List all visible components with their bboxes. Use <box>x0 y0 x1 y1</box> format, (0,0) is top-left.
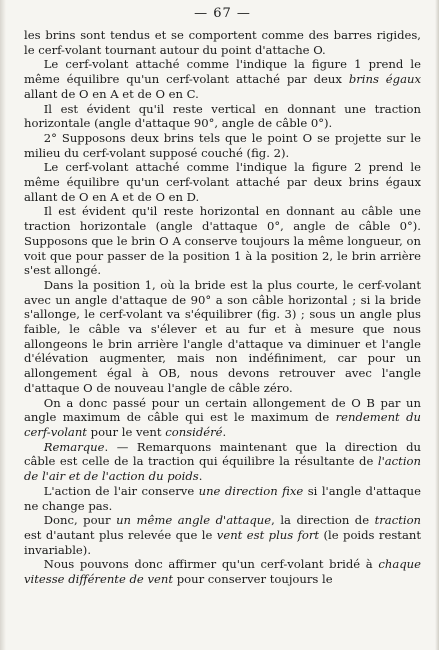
italic-text-segment: une direction fixe <box>198 483 304 498</box>
text-segment: , la direction de <box>271 513 375 528</box>
italic-text-segment: vent est plus fort <box>216 527 320 542</box>
text-segment: allant de O en A et de O en C. <box>24 86 199 101</box>
paragraph <box>24 557 421 586</box>
text-segment: Donc, pour <box>43 513 117 528</box>
text-segment: Nous pouvons donc affirmer qu'un cerf-volant bridé à <box>43 557 379 572</box>
paragraph <box>24 278 421 396</box>
paragraph <box>24 160 421 204</box>
text-segment: 2° Supposons deux brins tels que le point O se projette sur le milieu du cerf-volant supposé couché (fig. 2). <box>24 130 421 160</box>
page-edge-shadow-right <box>435 0 439 650</box>
italic-text-segment: considéré <box>165 424 223 439</box>
page-edge-shadow-left <box>0 0 6 650</box>
italic-text-segment: brins égaux <box>348 72 421 87</box>
italic-text-segment: rendement du cerf-volant <box>24 410 421 439</box>
paragraph <box>24 513 421 557</box>
italic-text-segment: Remarque <box>43 439 105 454</box>
text-segment: Dans la position 1, où la bride est la plus courte, le cerf-volant avec un angle d'attaque de 90° a son câble horizontal ; si la bride s'allonge, le cerf-volant va s'équilibrer (fig. 3) ; sous un angle plus faible, le câble va s'élever et au fur et à mesure que nous allongeons le brin arrière l'angle d'attaque va diminuer et l'angle d'élévation augmenter, mais non indéfiniment, car pour un allongement égal à OB, nous devons retrouver avec l'angle d'attaque O de nouveau l'angle de câble zéro. <box>24 277 421 395</box>
paragraph <box>24 484 421 513</box>
italic-text-segment: un même angle d'attaque <box>116 513 272 528</box>
paragraph <box>24 57 421 101</box>
text-segment: . <box>222 424 227 439</box>
italic-text-segment: traction <box>374 513 422 528</box>
text-segment: les brins sont tendus et se comportent comme des barres rigides, le cerf-volant tournant autour du point d'attache O. <box>24 28 421 57</box>
text-segment: . <box>198 469 203 484</box>
paragraph <box>24 102 421 131</box>
text-segment: L'action de l'air conserve <box>43 483 199 498</box>
text-segment: . — Remarquons maintenant que la direction du câble est celle de la traction qui équilibre la résultante de <box>24 439 421 469</box>
paragraph <box>24 396 421 440</box>
body-text <box>24 28 421 587</box>
text-segment: pour conserver toujours le <box>173 572 333 587</box>
text-segment: est d'autant plus relevée que le <box>24 527 217 542</box>
text-segment: pour le vent <box>86 424 166 439</box>
page-number: — 67 — <box>194 6 251 21</box>
text-segment: Il est évident qu'il reste vertical en donnant une traction horizontale (angle d'attaque 90°, angle de câble 0°). <box>24 101 421 131</box>
paragraph <box>24 440 421 484</box>
text-segment: On a donc passé pour un certain allongement de O B par un angle maximum de câble qui est le maximum de <box>24 395 421 425</box>
text-segment: Il est évident qu'il reste horizontal en donnant au câble une traction horizontale (angle d'attaque 0°, angle de câble 0°). Supposons que le brin O A conserve toujours la même longueur, on voit que pour passer de la position 1 à la position 2, le brin arrière s'est allongé. <box>24 204 421 278</box>
text-segment: Le cerf-volant attaché comme l'indique la figure 1 prend le même équilibre qu'un cerf-volant attaché par deux <box>24 57 421 87</box>
paragraph <box>24 131 421 160</box>
text-segment: (le poids restant invariable). <box>24 527 421 557</box>
text-segment: Le cerf-volant attaché comme l'indique la figure 2 prend le même équilibre qu'un cerf-volant attaché par deux brins égaux allant de O en A et de O en D. <box>24 160 421 204</box>
italic-text-segment: chaque vitesse différente de vent <box>24 557 421 587</box>
paragraph <box>24 28 421 57</box>
italic-text-segment: l'action de l'air et de l'action du poids <box>24 454 421 484</box>
text-segment: si l'angle d'attaque ne change pas. <box>24 483 422 513</box>
paragraph <box>24 204 421 278</box>
